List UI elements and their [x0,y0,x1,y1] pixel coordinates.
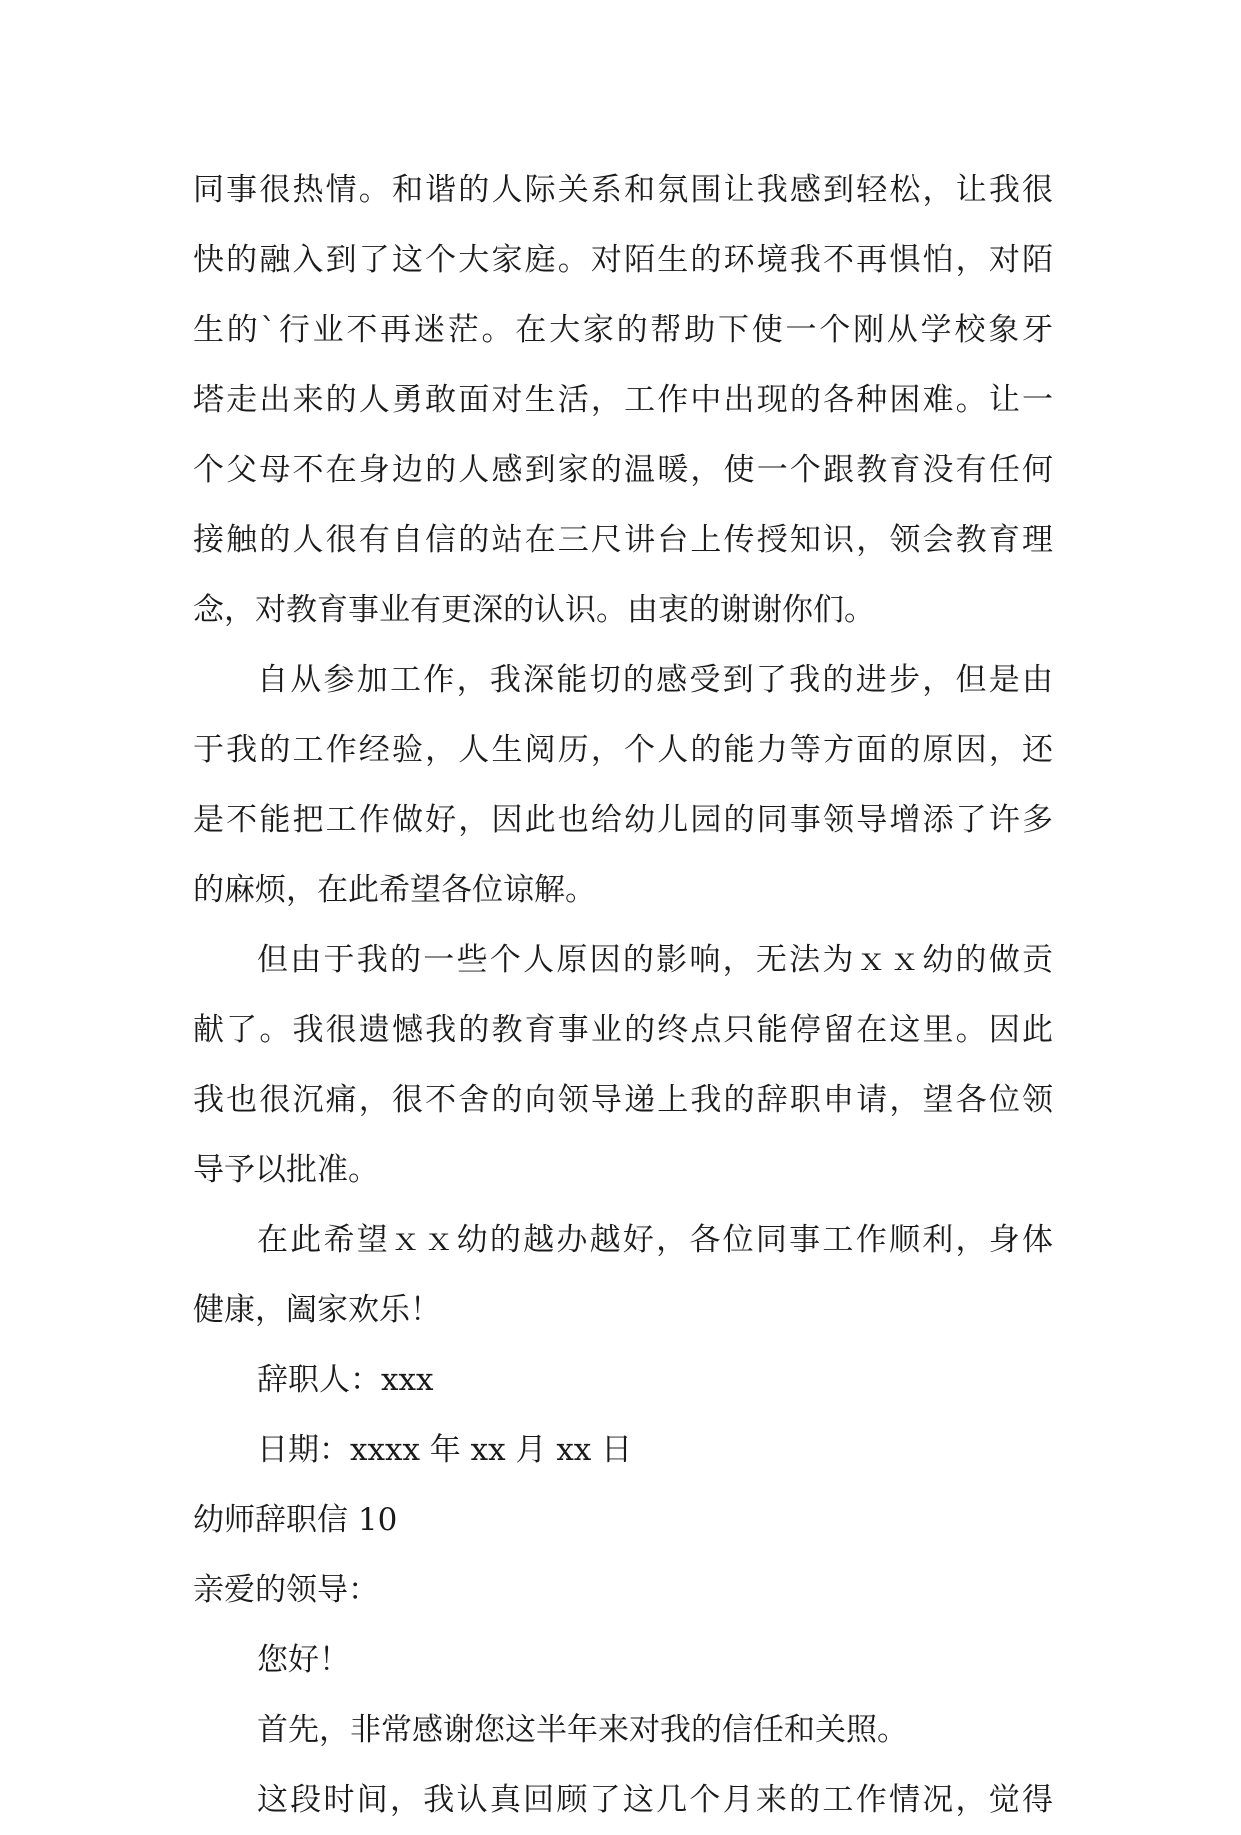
paragraph-first-line: 这段时间，我认真回顾了这几个月来的工作情况，觉得 [257,1782,1053,1818]
text-line: 健康，阖家欢乐！ [193,1292,441,1328]
letter-heading: 幼师辞职信 10 [193,1502,398,1538]
text-line: 于我的工作经验，人生阅历，个人的能力等方面的原因，还 [193,732,1053,768]
resigner-line: 辞职人：xxx [257,1362,434,1398]
text-line: 献了。我很遗憾我的教育事业的终点只能停留在这里。因此 [193,1012,1053,1048]
text-line: 是不能把工作做好，因此也给幼儿园的同事领导增添了许多 [193,802,1053,838]
document-body [193,155,1053,1835]
text-line: 接触的人很有自信的站在三尺讲台上传授知识，领会教育理 [193,522,1053,558]
salutation: 亲爱的领导： [193,1572,379,1608]
paragraph-first-line: 但由于我的一些个人原因的影响，无法为ｘｘ幼的做贡 [257,942,1053,978]
text-line: 的麻烦，在此希望各位谅解。 [193,872,596,908]
date-line: 日期：xxxx 年 xx 月 xx 日 [257,1432,633,1468]
text-line: 导予以批准。 [193,1152,379,1188]
text-line: 我也很沉痛，很不舍的向领导递上我的辞职申请，望各位领 [193,1082,1053,1118]
greeting: 您好！ [257,1642,350,1678]
text-line: 生的`行业不再迷茫。在大家的帮助下使一个刚从学校象牙 [193,312,1053,348]
paragraph-first-line: 自从参加工作，我深能切的感受到了我的进步，但是由 [257,662,1053,698]
text-line: 快的融入到了这个大家庭。对陌生的环境我不再惧怕，对陌 [193,242,1053,278]
text-line: 念，对教育事业有更深的认识。由衷的谢谢你们。 [193,592,875,628]
paragraph-first-line: 在此希望ｘｘ幼的越办越好，各位同事工作顺利，身体 [257,1222,1053,1258]
paragraph-first-line: 首先，非常感谢您这半年来对我的信任和关照。 [257,1712,908,1748]
text-line: 个父母不在身边的人感到家的温暖，使一个跟教育没有任何 [193,452,1053,488]
text-line: 同事很热情。和谐的人际关系和氛围让我感到轻松，让我很 [193,172,1053,208]
text-line: 塔走出来的人勇敢面对生活，工作中出现的各种困难。让一 [193,382,1053,418]
